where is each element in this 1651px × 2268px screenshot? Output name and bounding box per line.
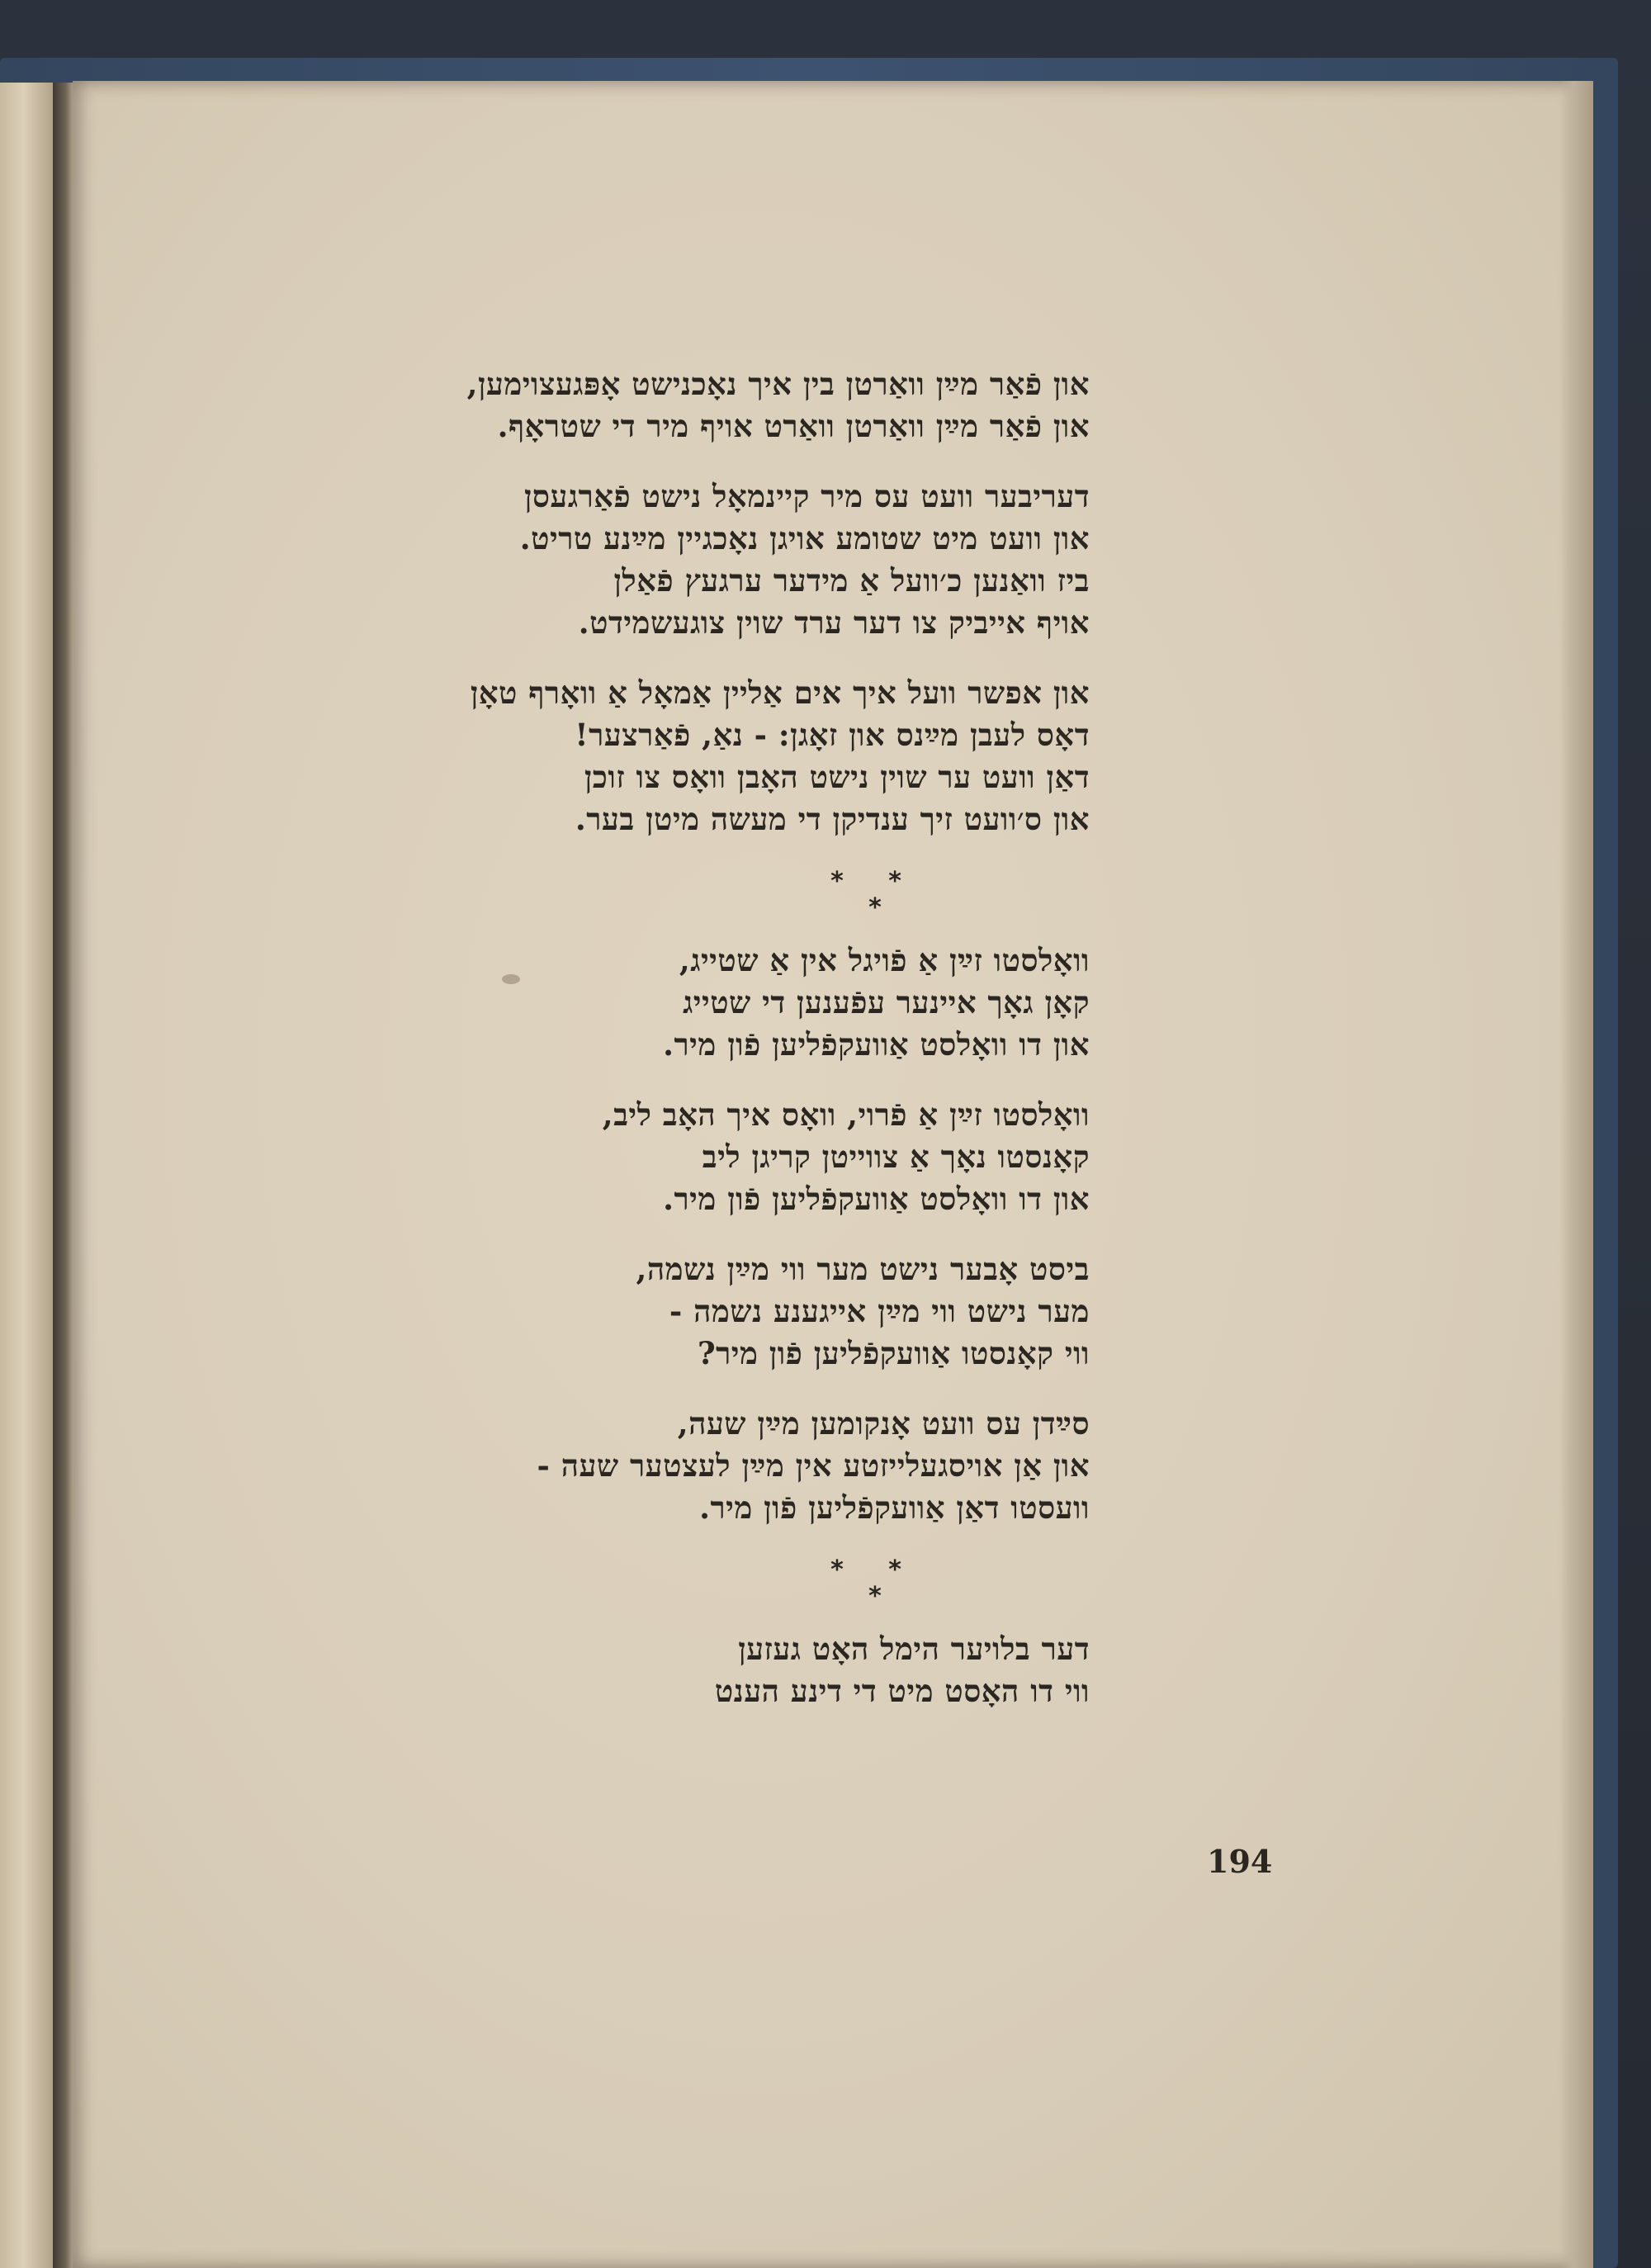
poem-line: און וועט מיט שטומע אויגן נאָכגיין מײַנע טריט. <box>519 520 1090 556</box>
poem-line: דאָס לעבן מײַנס און זאָגן: - נאַ, פֿאַרצער! <box>575 717 1090 753</box>
left-page-edge <box>0 83 59 2268</box>
stanza <box>578 1094 1090 1220</box>
poem-line: און ס׳וועט זיך ענדיקן די מעשה מיטן בער. <box>575 801 1090 837</box>
poem-line: אויף אייביק צו דער ערד שוין צוגעשמידט. <box>578 604 1090 641</box>
poem-line: און פֿאַר מײַן וואַרטן בין איך נאָכנישט אָפּגעצוימען, <box>466 366 1090 402</box>
right-page-edge <box>1560 81 1593 2268</box>
poem-line: ווי דו האָסט מיט די דינע הענט <box>714 1673 1090 1709</box>
page-number: 194 <box>1207 1843 1273 1880</box>
stanza <box>347 672 1090 840</box>
stanza <box>578 1628 1090 1712</box>
stanza <box>347 476 1090 644</box>
divider-stars-bottom: * <box>868 1582 882 1611</box>
divider-stars-bottom: * <box>868 893 882 922</box>
poem-line: וואָלסטו זײַן אַ פֿרוי, וואָס איך האָב ליב, <box>602 1096 1090 1133</box>
poem-section-2 <box>537 940 1090 1529</box>
poem-text <box>347 363 1090 1740</box>
poem-line: מער נישט ווי מײַן אייגענע נשמה - <box>669 1293 1090 1329</box>
divider-stars-top: * * <box>830 867 920 896</box>
section-divider <box>347 1557 1090 1610</box>
divider-stars-top: * * <box>830 1555 920 1584</box>
poem-line: דער בלויער הימל האָט געזען <box>738 1631 1090 1667</box>
book-gutter <box>53 83 74 2268</box>
poem-line: און אפשר וועל איך אים אַליין אַמאָל אַ וואָרף טאָן <box>470 675 1090 711</box>
poem-line: וואָלסטו זײַן אַ פֿויגל אין אַ שטייג, <box>679 942 1090 978</box>
poem-line: און אַן אויסגעלייזטע אין מײַן לעצטער שעה - <box>537 1447 1090 1484</box>
poem-line: סײַדן עס וועט אָנקומען מײַן שעה, <box>677 1405 1090 1442</box>
poem-line: און דו וואָלסט אַוועקפֿליען פֿון מיר. <box>663 1181 1090 1217</box>
poem-line: וועסטו דאַן אַוועקפֿליען פֿון מיר. <box>699 1489 1090 1526</box>
poem-line: ביסט אָבער נישט מער ווי מײַן נשמה, <box>636 1251 1090 1287</box>
poem-line: און פֿאַר מײַן וואַרטן וואַרט אויף מיר די שטראָף. <box>497 408 1090 444</box>
poem-line: קאָן גאָך איינער עפֿענען די שטייג <box>683 984 1090 1020</box>
poem-line: ווי קאָנסטו אַוועקפֿליען פֿון מיר? <box>697 1335 1090 1371</box>
poem-section-3 <box>578 1628 1090 1712</box>
poem-line: ביז וואַנען כ׳וועל אַ מידער ערגעץ פֿאַלן <box>613 562 1090 599</box>
section-divider <box>347 869 1090 921</box>
stanza <box>537 1403 1090 1529</box>
poem-line: קאָנסטו נאָך אַ צווייטן קריגן ליב <box>702 1139 1090 1175</box>
stanza <box>347 363 1090 447</box>
poem-line: דעריבער וועט עס מיר קיינמאָל נישט פֿאַרגעסן <box>523 478 1090 514</box>
stanza <box>578 940 1090 1066</box>
poem-line: דאַן וועט ער שוין נישט האָבן וואָס צו זוכן <box>584 759 1090 795</box>
stanza <box>578 1248 1090 1375</box>
poem-line: און דו וואָלסט אַוועקפֿליען פֿון מיר. <box>663 1026 1090 1063</box>
